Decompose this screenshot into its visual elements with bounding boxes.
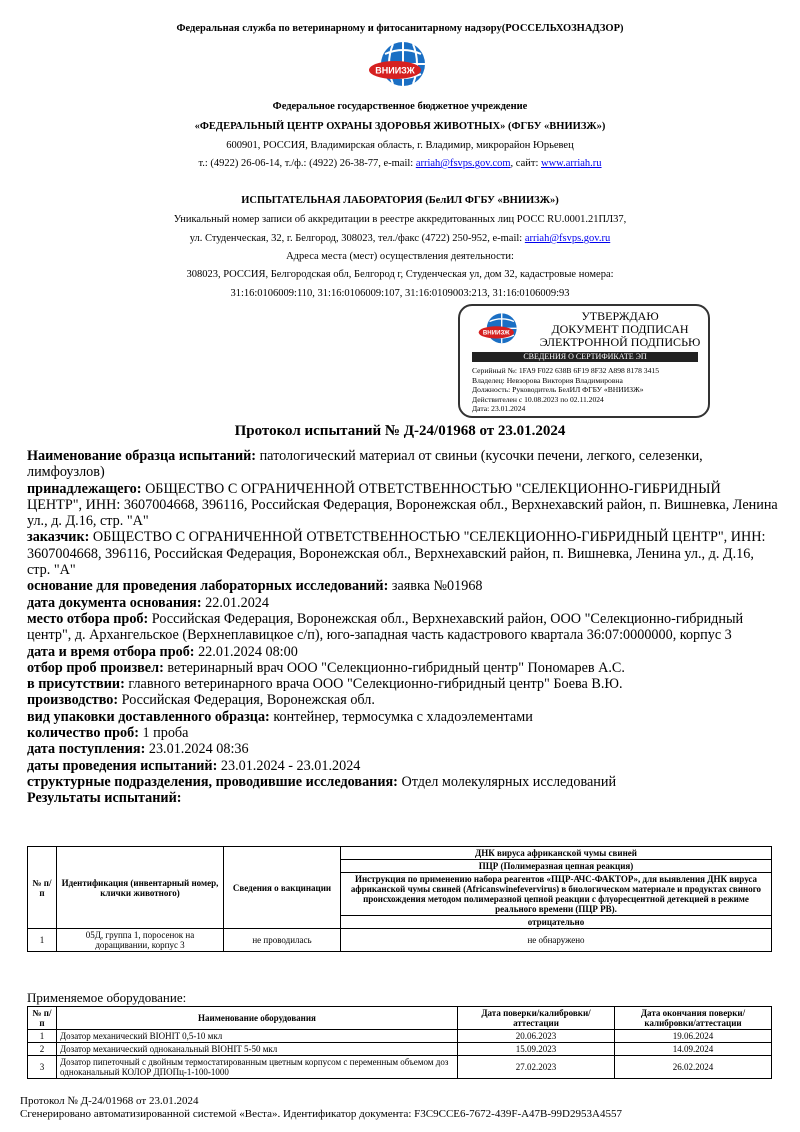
field-row (27, 578, 779, 594)
eq-date-header: Дата поверки/калибровки/аттестации (458, 1007, 615, 1030)
eq-number-header: № п/п (28, 1007, 57, 1030)
field-row (27, 676, 779, 692)
field-value: заявка №01968 (391, 578, 483, 595)
protocol-title: Протокол испытаний № Д-24/01968 от 23.01.2024 (234, 423, 566, 439)
row-number: 1 (28, 929, 57, 952)
field-key: Результаты испытаний: (27, 790, 182, 807)
field-value: ветеринарный врач ООО "Селекционно-гибридный центр" Пономарев А.С. (167, 659, 625, 676)
field-value: контейнер, термосумка с хладоэлементами (273, 708, 533, 725)
col-ident-header: Идентификация (инвентарный номер, клички животного) (57, 847, 224, 929)
method-header: ПЦР (Полимеразная цепная реакция) (341, 860, 772, 873)
lab-places-title: Адреса места (мест) осуществления деятельности: (286, 251, 514, 262)
field-value: ОБЩЕСТВО С ОГРАНИЧЕННОЙ ОТВЕТСТВЕННОСТЬЮ "СЕЛЕКЦИОННО-ГИБРИДНЫЙ ЦЕНТР", ИНН: 3607004668, 396116, Российская Федерация, Воронежская обл., Верхнехавский район, п. Вишневка, Ленина ул., д. Д.16, стр. "А" (27, 480, 778, 530)
field-value: Российская Федерация, Воронежская обл. (121, 692, 375, 709)
eq-date: 27.02.2023 (458, 1056, 615, 1079)
institution-type: Федеральное государственное бюджетное учреждение (272, 101, 528, 112)
field-row (27, 758, 779, 774)
field-row (27, 725, 779, 741)
stamp-date: Дата: 23.01.2024 (472, 404, 526, 413)
institution-email-link[interactable]: arriah@fsvps.gov.com (415, 158, 511, 169)
field-value: главного ветеринарного врача ООО "Селекционно-гибридный центр" Боева В.Ю. (128, 676, 623, 693)
stamp-position: Должность: Руководитель БелИЛ ФГБУ «ВНИИЗЖ» (472, 385, 644, 394)
phone-text: т.: (4922) 26-06-14, т./ф.: (4922) 26-38-77, e-mail: (198, 158, 416, 169)
field-value: Российская Федерация, Воронежская обл., Верхнехавский район, ООО "Селекционно-гибридный центр", д. Архангельское (Верхнеплавицкое с/п), юго-западная часть кадастрового квартала 36:07:0000000, корпус 3 (27, 610, 744, 644)
field-row (27, 448, 779, 481)
eq-end: 19.06.2024 (615, 1030, 772, 1043)
field-row (27, 644, 779, 660)
table-row (28, 1056, 772, 1079)
field-key: вид упаковки доставленного образца: (27, 708, 274, 725)
table-row (28, 1030, 772, 1043)
table-row (28, 929, 772, 952)
lab-email-link[interactable]: arriah@fsvps.gov.ru (524, 233, 611, 244)
eq-number: 1 (28, 1030, 57, 1043)
stamp-esign: ЭЛЕКТРОННОЙ ПОДПИСЬЮ (539, 335, 701, 349)
field-key: дата поступления: (27, 741, 149, 758)
field-row (27, 774, 779, 790)
lab-accreditation: Уникальный номер записи об аккредитации в реестре аккредитованных лиц РОСС RU.0001.21ПЛ37, (173, 214, 627, 225)
institution-address: 600901, РОССИЯ, Владимирская область, г. Владимир, микрорайон Юрьевец (226, 140, 574, 151)
eq-date: 20.06.2023 (458, 1030, 615, 1043)
field-key: даты проведения испытаний: (27, 757, 221, 774)
field-key: структурные подразделения, проводившие исследования: (27, 773, 402, 790)
institution-contacts (0, 158, 800, 169)
row-ident: 05Д, группа 1, поросенок на доращивании, корпус 3 (57, 929, 224, 952)
field-value: 22.01.2024 08:00 (198, 643, 298, 660)
field-value: ОБЩЕСТВО С ОГРАНИЧЕННОЙ ОТВЕТСТВЕННОСТЬЮ "СЕЛЕКЦИОННО-ГИБРИДНЫЙ ЦЕНТР", ИНН: 3607004668, 396116, Российская Федерация, Воронежская обл., Верхнехавский район, п. Вишневка, Ленина ул., д. Д.16, стр. "А" (27, 529, 766, 579)
field-key: принадлежащего: (27, 480, 146, 497)
stamp-owner: Владелец: Невзорова Виктория Владимировна (472, 375, 623, 385)
stamp-cert-bar: СВЕДЕНИЯ О СЕРТИФИКАТЕ ЭП (472, 352, 698, 362)
footer-generated: Сгенерировано автоматизированной системой «Веста». Идентификатор документа: F3C9CCE6-7672-439F-A47B-99D2953A4557 (20, 1108, 622, 1120)
logo-text: ВНИИЗЖ (375, 65, 415, 76)
results-table (27, 846, 772, 952)
footer-protocol: Протокол № Д-24/01968 от 23.01.2024 (20, 1095, 199, 1107)
field-row (27, 790, 779, 806)
field-key: основание для проведения лабораторных исследований: (27, 578, 392, 595)
eq-number: 3 (28, 1056, 57, 1079)
col-number-header: № п/п (28, 847, 57, 929)
field-row (27, 611, 779, 644)
row-result: не обнаружено (341, 929, 772, 952)
stamp-info (472, 366, 659, 414)
norm-header: отрицательно (341, 916, 772, 929)
stamp-signed: ДОКУМЕНТ ПОДПИСАН (551, 322, 689, 336)
equipment-label: Применяемое оборудование: (27, 990, 187, 1005)
field-value: 23.01.2024 08:36 (148, 741, 249, 758)
field-value: Отдел молекулярных исследований (401, 773, 617, 790)
field-value: 22.01.2024 (205, 594, 269, 611)
field-row (27, 481, 779, 530)
eq-number: 2 (28, 1043, 57, 1056)
lab-places-line1: 308023, РОССИЯ, Белгородская обл, Белгород г, Студенческая ул, дом 32, кадастровые номера: (186, 269, 614, 280)
lab-name: ИСПЫТАТЕЛЬНАЯ ЛАБОРАТОРИЯ (БелИЛ ФГБУ «ВНИИЗЖ») (241, 195, 559, 206)
lab-address (0, 233, 800, 244)
lab-places-line2: 31:16:0106009:110, 31:16:0106009:107, 31:16:0109003:213, 31:16:0106009:93 (230, 288, 570, 299)
field-key: место отбора проб: (27, 610, 152, 627)
col-vacc-header: Сведения о вакцинации (224, 847, 341, 929)
site-prefix: , сайт: (510, 158, 541, 169)
eq-name-header: Наименование оборудования (57, 1007, 458, 1030)
field-row (27, 709, 779, 725)
field-row (27, 741, 779, 757)
stamp-logo-icon (474, 312, 524, 350)
field-row (27, 595, 779, 611)
stamp-logo-text: ВНИИЗЖ (482, 329, 510, 337)
field-key: количество проб: (27, 725, 143, 742)
institution-name: «ФЕДЕРАЛЬНЫЙ ЦЕНТР ОХРАНЫ ЗДОРОВЬЯ ЖИВОТНЫХ» (ФГБУ «ВНИИЗЖ») (194, 121, 606, 132)
lab-address-text: ул. Студенческая, 32, г. Белгород, 308023, тел./факс (4722) 250-952, e-mail: (189, 233, 525, 244)
eq-name: Дозатор пипеточный с двойным термостатированным цветным корпусом с переменным объемом доз одноканальный КОЛОР ДПОПц-1-100-1000 (57, 1056, 458, 1079)
row-vacc: не проводилась (224, 929, 341, 952)
field-key: Наименование образца испытаний: (27, 448, 260, 464)
eq-end-header: Дата окончания поверки/калибровки/аттестации (615, 1007, 772, 1030)
table-row (28, 1043, 772, 1056)
institution-site-link[interactable]: www.arriah.ru (541, 158, 602, 169)
field-key: дата документа основания: (27, 594, 206, 611)
eq-end: 14.09.2024 (615, 1043, 772, 1056)
signature-stamp (458, 304, 710, 418)
instruction-header: Инструкция по применению набора реагентов «ПЦР-АЧС-ФАКТОР», для выявления ДНК вируса африканской чумы свиней (Africanswinefevervirus) в биологическом материале и продуктах свиного происхождения методом полимеразной цепной реакции с флуоресцентной детекцией в режиме реального времени (ПЦР РВ). (341, 873, 772, 916)
field-key: производство: (27, 692, 122, 709)
field-value: патологический материал от свиньи (кусочки печени, легкого, селезенки, лимфоузлов) (27, 448, 703, 481)
disease-header: ДНК вируса африканской чумы свиней (341, 847, 772, 860)
sample-fields (27, 448, 779, 807)
field-key: в присутствии: (27, 676, 129, 693)
field-value: 1 проба (142, 725, 189, 742)
field-key: дата и время отбора проб: (27, 643, 199, 660)
field-value: 23.01.2024 - 23.01.2024 (220, 757, 361, 774)
vniizzh-logo-icon (367, 40, 431, 96)
field-row (27, 529, 779, 578)
eq-name: Дозатор механический одноканальный BIOHIT 5-50 мкл (57, 1043, 458, 1056)
field-key: отбор проб произвел: (27, 659, 168, 676)
stamp-serial: Серийный №: 1FA9 F022 638B 6F19 8F32 A898 8178 3415 (472, 366, 659, 375)
agency-name: Федеральная служба по ветеринарному и фитосанитарному надзору(РОССЕЛЬХОЗНАДЗОР) (176, 23, 624, 34)
field-row (27, 660, 779, 676)
stamp-valid: Действителен с 10.08.2023 по 02.11.2024 (472, 394, 604, 404)
field-key: заказчик: (27, 529, 93, 546)
field-row (27, 692, 779, 708)
eq-name: Дозатор механический BIOHIT 0,5-10 мкл (57, 1030, 458, 1043)
eq-end: 26.02.2024 (615, 1056, 772, 1079)
equipment-table (27, 1006, 772, 1079)
eq-date: 15.09.2023 (458, 1043, 615, 1056)
stamp-approve: УТВЕРЖДАЮ (581, 309, 659, 323)
